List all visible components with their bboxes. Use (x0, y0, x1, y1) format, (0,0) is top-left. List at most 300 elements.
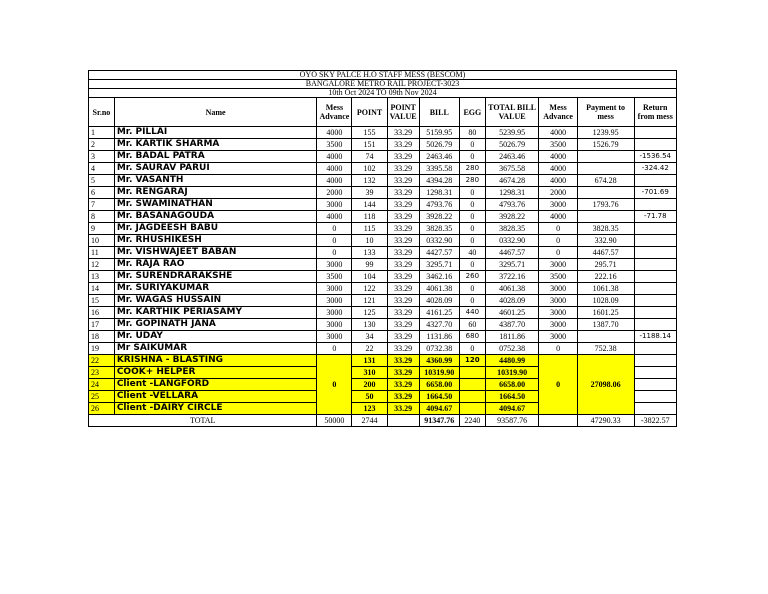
cell-return (634, 271, 676, 283)
cell-name: Mr. RHUSHIKESH (114, 235, 317, 247)
cell-egg: 280 (459, 175, 485, 187)
cell-total: 4028.09 (485, 295, 539, 307)
cell-bill: 4327.70 (419, 319, 459, 331)
cell-payment (577, 331, 634, 343)
table-row (89, 343, 677, 355)
cell-payment: 3828.35 (577, 223, 634, 235)
cell-return (634, 403, 676, 415)
cell-point-value: 33.29 (387, 163, 419, 175)
cell-mess-advance-2: 4000 (539, 151, 577, 163)
cell-bill: 3828.35 (419, 223, 459, 235)
header-total-bill-value: TOTAL BILL VALUE (485, 98, 539, 127)
cell-srno: 12 (89, 259, 115, 271)
cell-point: 131 (352, 355, 387, 367)
cell-mess-advance: 4000 (317, 127, 352, 139)
cell-return: -324.42 (634, 163, 676, 175)
cell-return (634, 259, 676, 271)
cell-egg: 0 (459, 151, 485, 163)
cell-srno: 5 (89, 175, 115, 187)
cell-mess-advance-2: 0 (539, 343, 577, 355)
cell-egg: 0 (459, 199, 485, 211)
header-bill: BILL (419, 98, 459, 127)
cell-return: -1188.14 (634, 331, 676, 343)
cell-egg: 120 (459, 355, 485, 367)
cell-point-value: 33.29 (387, 247, 419, 259)
cell-point: 10 (352, 235, 387, 247)
cell-point: 144 (352, 199, 387, 211)
cell-payment: 4467.57 (577, 247, 634, 259)
cell-bill: 2463.46 (419, 151, 459, 163)
cell-payment: 332.90 (577, 235, 634, 247)
cell-name: Mr. SURIYAKUMAR (114, 283, 317, 295)
header-return-from-mess: Return from mess (634, 98, 676, 127)
cell-point: 74 (352, 151, 387, 163)
cell-total: 4674.28 (485, 175, 539, 187)
cell-point: 200 (352, 379, 387, 391)
cell-return (634, 199, 676, 211)
cell-total: 0752.38 (485, 343, 539, 355)
cell-mess-advance-2: 3000 (539, 295, 577, 307)
cell-mess-advance-2: 4000 (539, 127, 577, 139)
cell-point-value: 33.29 (387, 331, 419, 343)
cell-bill: 5026.79 (419, 139, 459, 151)
cell-mess-advance-2: 2000 (539, 187, 577, 199)
cell-srno: 16 (89, 307, 115, 319)
cell-mess-advance-2: 3000 (539, 199, 577, 211)
cell-bill: 4360.99 (419, 355, 459, 367)
cell-mess-advance: 3000 (317, 319, 352, 331)
cell-bill: 1131.86 (419, 331, 459, 343)
cell-total: 1664.50 (485, 391, 539, 403)
cell-name: Mr. VISHWAJEET BABAN (114, 247, 317, 259)
cell-total: 3675.58 (485, 163, 539, 175)
cell-bill: 1298.31 (419, 187, 459, 199)
highlight-row (89, 355, 677, 367)
cell-egg: 0 (459, 235, 485, 247)
cell-point: 50 (352, 391, 387, 403)
cell-egg: 40 (459, 247, 485, 259)
cell-point: 22 (352, 343, 387, 355)
cell-point-value: 33.29 (387, 211, 419, 223)
cell-payment (577, 163, 634, 175)
cell-total: 4061.38 (485, 283, 539, 295)
cell-total: 0332.90 (485, 235, 539, 247)
cell-srno: 25 (89, 391, 115, 403)
cell-name: Mr. BASANAGOUDA (114, 211, 317, 223)
cell-total: 4601.25 (485, 307, 539, 319)
cell-srno: 18 (89, 331, 115, 343)
table-row (89, 175, 677, 187)
cell-egg (459, 403, 485, 415)
table-row (89, 319, 677, 331)
cell-srno: 2 (89, 139, 115, 151)
cell-return (634, 247, 676, 259)
table-row (89, 235, 677, 247)
cell-mess-advance-2-merged: 0 (539, 355, 577, 415)
total-bill: 91347.76 (419, 415, 459, 427)
cell-bill: 4028.09 (419, 295, 459, 307)
cell-bill: 4061.38 (419, 283, 459, 295)
cell-payment (577, 211, 634, 223)
table-row (89, 259, 677, 271)
cell-point: 102 (352, 163, 387, 175)
cell-egg: 60 (459, 319, 485, 331)
cell-name: Client -LANGFORD (114, 379, 317, 391)
cell-point: 123 (352, 403, 387, 415)
cell-point-value: 33.29 (387, 403, 419, 415)
cell-point-value: 33.29 (387, 235, 419, 247)
cell-mess-advance-2: 4000 (539, 163, 577, 175)
cell-egg: 0 (459, 259, 485, 271)
cell-name: Mr. RAJA RAO (114, 259, 317, 271)
cell-mess-advance: 4000 (317, 151, 352, 163)
cell-srno: 23 (89, 367, 115, 379)
cell-point: 133 (352, 247, 387, 259)
cell-payment: 1028.09 (577, 295, 634, 307)
cell-point: 34 (352, 331, 387, 343)
cell-egg: 260 (459, 271, 485, 283)
cell-srno: 8 (89, 211, 115, 223)
table-body (89, 127, 677, 355)
cell-mess-advance-2: 0 (539, 223, 577, 235)
cell-return (634, 343, 676, 355)
cell-total: 5239.95 (485, 127, 539, 139)
total-mess-advance: 50000 (317, 415, 352, 427)
table-row (89, 211, 677, 223)
cell-total: 3928.22 (485, 211, 539, 223)
cell-name: Mr. JAGDEESH BABU (114, 223, 317, 235)
total-point-value (387, 415, 419, 427)
cell-mess-advance: 4000 (317, 163, 352, 175)
cell-srno: 17 (89, 319, 115, 331)
cell-total: 1811.86 (485, 331, 539, 343)
cell-name: Client -VELLARA (114, 391, 317, 403)
cell-mess-advance-2: 3000 (539, 283, 577, 295)
cell-return (634, 367, 676, 379)
cell-name: Mr. WAGAS HUSSAIN (114, 295, 317, 307)
cell-return (634, 139, 676, 151)
cell-srno: 26 (89, 403, 115, 415)
cell-name: Mr. SAURAV PARUI (114, 163, 317, 175)
cell-point-value: 33.29 (387, 391, 419, 403)
cell-mess-advance: 0 (317, 235, 352, 247)
table-row (89, 283, 677, 295)
cell-payment: 1601.25 (577, 307, 634, 319)
cell-egg: 680 (459, 331, 485, 343)
cell-payment: 674.28 (577, 175, 634, 187)
cell-egg: 0 (459, 139, 485, 151)
total-bill-value: 93587.76 (485, 415, 539, 427)
cell-mess-advance-2: 0 (539, 247, 577, 259)
cell-bill: 4161.25 (419, 307, 459, 319)
cell-name: Client -DAIRY CIRCLE (114, 403, 317, 415)
cell-point-value: 33.29 (387, 367, 419, 379)
cell-egg: 0 (459, 295, 485, 307)
cell-total: 4387.70 (485, 319, 539, 331)
cell-srno: 24 (89, 379, 115, 391)
cell-mess-advance: 3000 (317, 199, 352, 211)
cell-point: 132 (352, 175, 387, 187)
cell-return (634, 355, 676, 367)
header-payment-to-mess: Payment to mess (577, 98, 634, 127)
cell-mess-advance: 4000 (317, 211, 352, 223)
table-row (89, 163, 677, 175)
sheet-title: OYO SKY PALCE H.O STAFF MESS (BESCOM) (89, 71, 677, 80)
cell-payment: 1387.70 (577, 319, 634, 331)
cell-point: 122 (352, 283, 387, 295)
cell-egg: 0 (459, 187, 485, 199)
cell-mess-advance-2: 0 (539, 235, 577, 247)
cell-srno: 4 (89, 163, 115, 175)
cell-mess-advance: 0 (317, 343, 352, 355)
table-row (89, 199, 677, 211)
cell-mess-advance-2: 3000 (539, 259, 577, 271)
cell-mess-advance: 0 (317, 247, 352, 259)
cell-bill: 0332.90 (419, 235, 459, 247)
cell-bill: 3395.58 (419, 163, 459, 175)
cell-bill: 1664.50 (419, 391, 459, 403)
cell-bill: 3928.22 (419, 211, 459, 223)
cell-mess-advance-2: 3500 (539, 271, 577, 283)
cell-srno: 19 (89, 343, 115, 355)
cell-total: 4094.67 (485, 403, 539, 415)
cell-name: Mr. UDAY (114, 331, 317, 343)
cell-return (634, 391, 676, 403)
cell-bill: 5159.95 (419, 127, 459, 139)
cell-point-value: 33.29 (387, 307, 419, 319)
header-point-value: POINT VALUE (387, 98, 419, 127)
cell-point-value: 33.29 (387, 151, 419, 163)
sheet-subtitle: BANGALORE METRO RAIL PROJECT-3023 (89, 80, 677, 89)
cell-return (634, 175, 676, 187)
cell-total: 2463.46 (485, 151, 539, 163)
cell-mess-advance: 3000 (317, 259, 352, 271)
total-row (89, 415, 677, 427)
cell-point: 151 (352, 139, 387, 151)
cell-egg: 0 (459, 223, 485, 235)
cell-bill: 3462.16 (419, 271, 459, 283)
cell-return (634, 379, 676, 391)
cell-name: Mr. RENGARAJ (114, 187, 317, 199)
header-mess-advance-2: Mess Advance (539, 98, 577, 127)
cell-name: Mr. SURENDRARAKSHE (114, 271, 317, 283)
cell-point: 125 (352, 307, 387, 319)
cell-total: 1298.31 (485, 187, 539, 199)
cell-point: 99 (352, 259, 387, 271)
cell-name: Mr SAIKUMAR (114, 343, 317, 355)
total-point: 2744 (352, 415, 387, 427)
cell-name: COOK+ HELPER (114, 367, 317, 379)
cell-point: 121 (352, 295, 387, 307)
table-row (89, 151, 677, 163)
cell-total: 4793.76 (485, 199, 539, 211)
cell-total: 5026.79 (485, 139, 539, 151)
cell-name: Mr. VASANTH (114, 175, 317, 187)
cell-total: 10319.90 (485, 367, 539, 379)
cell-srno: 3 (89, 151, 115, 163)
cell-return: -1536.54 (634, 151, 676, 163)
cell-return (634, 127, 676, 139)
cell-payment: 1793.76 (577, 199, 634, 211)
cell-payment: 752.38 (577, 343, 634, 355)
cell-total: 4467.57 (485, 247, 539, 259)
cell-egg: 80 (459, 127, 485, 139)
cell-srno: 14 (89, 283, 115, 295)
cell-point-value: 33.29 (387, 355, 419, 367)
cell-point-value: 33.29 (387, 139, 419, 151)
cell-payment: 222.16 (577, 271, 634, 283)
cell-payment (577, 187, 634, 199)
cell-bill: 3295.71 (419, 259, 459, 271)
header-point: POINT (352, 98, 387, 127)
cell-bill: 10319.90 (419, 367, 459, 379)
cell-payment (577, 151, 634, 163)
cell-mess-advance: 3500 (317, 139, 352, 151)
header-srno: Sr.no (89, 98, 115, 127)
cell-point-value: 33.29 (387, 283, 419, 295)
cell-mess-advance: 3000 (317, 307, 352, 319)
cell-point-value: 33.29 (387, 223, 419, 235)
cell-name: KRISHNA - BLASTING (114, 355, 317, 367)
cell-mess-advance-2: 4000 (539, 175, 577, 187)
cell-mess-advance-2: 3000 (539, 307, 577, 319)
cell-mess-advance-2: 3000 (539, 331, 577, 343)
sheet-period: 10th Oct 2024 TO 09th Nov 2024 (89, 89, 677, 98)
cell-point: 310 (352, 367, 387, 379)
cell-bill: 4094.67 (419, 403, 459, 415)
cell-point: 155 (352, 127, 387, 139)
cell-srno: 10 (89, 235, 115, 247)
cell-mess-advance: 3500 (317, 271, 352, 283)
cell-return (634, 307, 676, 319)
cell-name: Mr. BADAL PATRA (114, 151, 317, 163)
cell-point-value: 33.29 (387, 295, 419, 307)
cell-mess-advance-2: 3500 (539, 139, 577, 151)
table-row (89, 331, 677, 343)
cell-srno: 22 (89, 355, 115, 367)
cell-bill: 6658.00 (419, 379, 459, 391)
mess-bill-table (88, 70, 677, 427)
cell-mess-advance: 3000 (317, 331, 352, 343)
cell-mess-advance: 3000 (317, 283, 352, 295)
cell-point: 118 (352, 211, 387, 223)
cell-egg (459, 379, 485, 391)
cell-return (634, 283, 676, 295)
cell-payment: 295.71 (577, 259, 634, 271)
cell-egg: 0 (459, 343, 485, 355)
cell-name: Mr. KARTIK SHARMA (114, 139, 317, 151)
cell-total: 3722.16 (485, 271, 539, 283)
table-row (89, 295, 677, 307)
cell-srno: 9 (89, 223, 115, 235)
cell-payment: 1061.38 (577, 283, 634, 295)
cell-bill: 4793.76 (419, 199, 459, 211)
cell-srno: 11 (89, 247, 115, 259)
cell-mess-advance: 3000 (317, 295, 352, 307)
cell-point-value: 33.29 (387, 343, 419, 355)
cell-srno: 15 (89, 295, 115, 307)
total-mess-advance-2 (539, 415, 577, 427)
cell-total: 6658.00 (485, 379, 539, 391)
header-name: Name (114, 98, 317, 127)
total-return: -3822.57 (634, 415, 676, 427)
total-egg: 2240 (459, 415, 485, 427)
cell-return (634, 319, 676, 331)
cell-return (634, 235, 676, 247)
cell-srno: 1 (89, 127, 115, 139)
header-egg: EGG (459, 98, 485, 127)
cell-return: -71.78 (634, 211, 676, 223)
cell-mess-advance: 4000 (317, 175, 352, 187)
cell-bill: 4427.57 (419, 247, 459, 259)
cell-egg: 0 (459, 211, 485, 223)
cell-return (634, 223, 676, 235)
cell-name: Mr. GOPINATH JANA (114, 319, 317, 331)
cell-total: 4480.99 (485, 355, 539, 367)
highlight-body (89, 355, 677, 415)
cell-egg: 0 (459, 283, 485, 295)
table-row (89, 127, 677, 139)
cell-payment-merged: 27098.06 (577, 355, 634, 415)
cell-name: Mr. SWAMINATHAN (114, 199, 317, 211)
total-payment: 47290.33 (577, 415, 634, 427)
cell-point-value: 33.29 (387, 175, 419, 187)
cell-egg (459, 391, 485, 403)
cell-egg: 280 (459, 163, 485, 175)
cell-mess-advance-2: 4000 (539, 211, 577, 223)
cell-payment: 1526.79 (577, 139, 634, 151)
cell-point-value: 33.29 (387, 127, 419, 139)
table-row (89, 187, 677, 199)
table-row (89, 223, 677, 235)
cell-point-value: 33.29 (387, 271, 419, 283)
cell-egg (459, 367, 485, 379)
cell-name: Mr. PILLAI (114, 127, 317, 139)
cell-mess-advance-2: 3000 (539, 319, 577, 331)
table-row (89, 307, 677, 319)
cell-mess-advance-merged: 0 (317, 355, 352, 415)
cell-srno: 13 (89, 271, 115, 283)
table-row (89, 247, 677, 259)
cell-point-value: 33.29 (387, 319, 419, 331)
table-row (89, 271, 677, 283)
cell-total: 3295.71 (485, 259, 539, 271)
cell-point-value: 33.29 (387, 259, 419, 271)
cell-payment: 1239.95 (577, 127, 634, 139)
table-row (89, 139, 677, 151)
cell-name: Mr. KARTHIK PERIASAMY (114, 307, 317, 319)
cell-srno: 6 (89, 187, 115, 199)
cell-egg: 440 (459, 307, 485, 319)
cell-bill: 0732.38 (419, 343, 459, 355)
cell-mess-advance: 2000 (317, 187, 352, 199)
cell-point: 104 (352, 271, 387, 283)
cell-srno: 7 (89, 199, 115, 211)
cell-bill: 4394.28 (419, 175, 459, 187)
total-label: TOTAL (89, 415, 317, 427)
cell-mess-advance: 0 (317, 223, 352, 235)
cell-point-value: 33.29 (387, 199, 419, 211)
cell-point-value: 33.29 (387, 187, 419, 199)
header-mess-advance: Mess Advance (317, 98, 352, 127)
cell-point-value: 33.29 (387, 379, 419, 391)
cell-point: 130 (352, 319, 387, 331)
cell-return: -701.69 (634, 187, 676, 199)
cell-point: 115 (352, 223, 387, 235)
cell-total: 3828.35 (485, 223, 539, 235)
cell-point: 39 (352, 187, 387, 199)
cell-return (634, 295, 676, 307)
